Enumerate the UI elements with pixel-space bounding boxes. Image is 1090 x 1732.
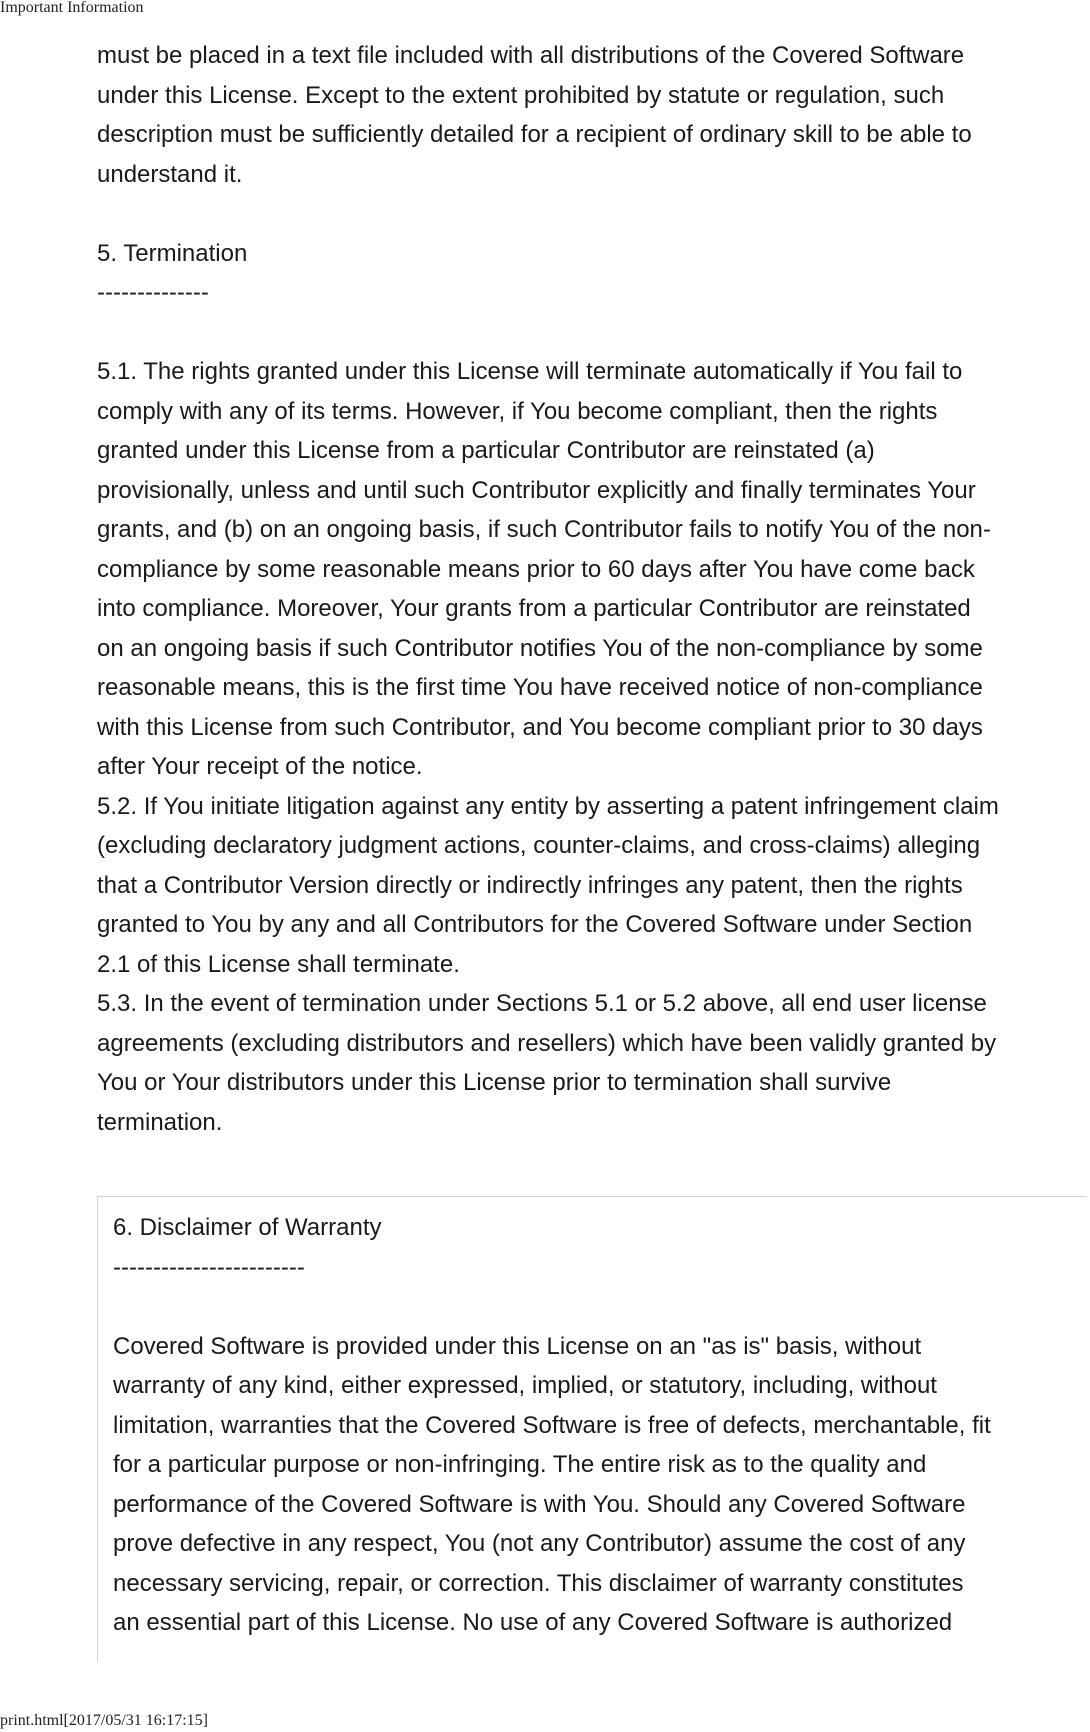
section5-line: termination. (97, 1108, 223, 1136)
section5-line: with this License from such Contributor, and You become compliant prior to 30 days (97, 713, 983, 741)
section5-line: 5.2. If You initiate litigation against any entity by asserting a patent infringement claim (97, 792, 999, 820)
warranty-section-box (97, 1196, 1087, 1662)
page-footer-source: print.html[2017/05/31 16:17:15] (0, 1712, 208, 1729)
section5-line: comply with any of its terms. However, if You become compliant, then the rights (97, 397, 938, 425)
section5-line: compliance by some reasonable means prior to 60 days after You have come back (97, 555, 975, 583)
section5-line: on an ongoing basis if such Contributor notifies You of the non-compliance by some (97, 634, 983, 662)
section5-line: granted under this License from a particular Contributor are reinstated (a) (97, 437, 875, 464)
paragraph-spacer (97, 194, 1087, 234)
page-header-title: Important Information (0, 0, 144, 16)
section6-line: limitation, warranties that the Covered Software is free of defects, merchantable, fit (113, 1411, 991, 1439)
license-text-body (97, 36, 1087, 1142)
section6-heading-underline: ------------------------ (113, 1253, 305, 1281)
warranty-section-text (113, 1208, 1087, 1643)
section5-line: reasonable means, this is the first time You have received notice of non-compliance (97, 674, 983, 701)
section6-heading: 6. Disclaimer of Warranty (113, 1214, 382, 1241)
section5-line: 5.3. In the event of termination under Sections 5.1 or 5.2 above, all end user license (97, 990, 987, 1017)
section6-line: an essential part of this License. No use of any Covered Software is authorized (113, 1609, 953, 1636)
section4-line: must be placed in a text file included with all distributions of the Covered Software (97, 42, 965, 69)
section5-line: provisionally, unless and until such Contributor explicitly and finally terminates Your (97, 476, 976, 504)
section6-line: Covered Software is provided under this License on an "as is" basis, without (113, 1332, 922, 1360)
section5-line: into compliance. Moreover, Your grants from a particular Contributor are reinstated (97, 595, 971, 622)
section5-heading-underline: -------------- (97, 279, 209, 306)
section5-line: granted to You by any and all Contributors for the Covered Software under Section (97, 911, 973, 938)
section5-heading: 5. Termination (97, 239, 248, 267)
section5-line: (excluding declaratory judgment actions, counter-claims, and cross-claims) alleging (97, 832, 981, 859)
section4-line: understand it. (97, 160, 243, 188)
section5-line: 5.1. The rights granted under this License will terminate automatically if You fail to (97, 358, 963, 385)
section5-line: that a Contributor Version directly or indirectly infringes any patent, then the rights (97, 871, 963, 899)
section6-line: performance of the Covered Software is with You. Should any Covered Software (113, 1490, 966, 1518)
section5-line: agreements (excluding distributors and resellers) which have been validly granted by (97, 1029, 997, 1057)
section5-line: 2.1 of this License shall terminate. (97, 950, 460, 978)
section6-line: warranty of any kind, either expressed, implied, or statutory, including, without (113, 1372, 937, 1399)
section6-line: necessary servicing, repair, or correction. This disclaimer of warranty constitutes (113, 1569, 964, 1597)
section6-line: for a particular purpose or non-infringing. The entire risk as to the quality and (113, 1451, 927, 1478)
paragraph-spacer (113, 1287, 1087, 1327)
section5-line: grants, and (b) on an ongoing basis, if such Contributor fails to notify You of the non- (97, 516, 991, 543)
section5-line: You or Your distributors under this License prior to termination shall survive (97, 1069, 892, 1096)
paragraph-spacer (97, 313, 1087, 353)
section4-line: under this License. Except to the extent prohibited by statute or regulation, such (97, 81, 945, 109)
section5-line: after Your receipt of the notice. (97, 753, 423, 780)
section6-line: prove defective in any respect, You (not any Contributor) assume the cost of any (113, 1530, 966, 1557)
section4-line: description must be sufficiently detailed for a recipient of ordinary skill to be able to (97, 121, 972, 148)
